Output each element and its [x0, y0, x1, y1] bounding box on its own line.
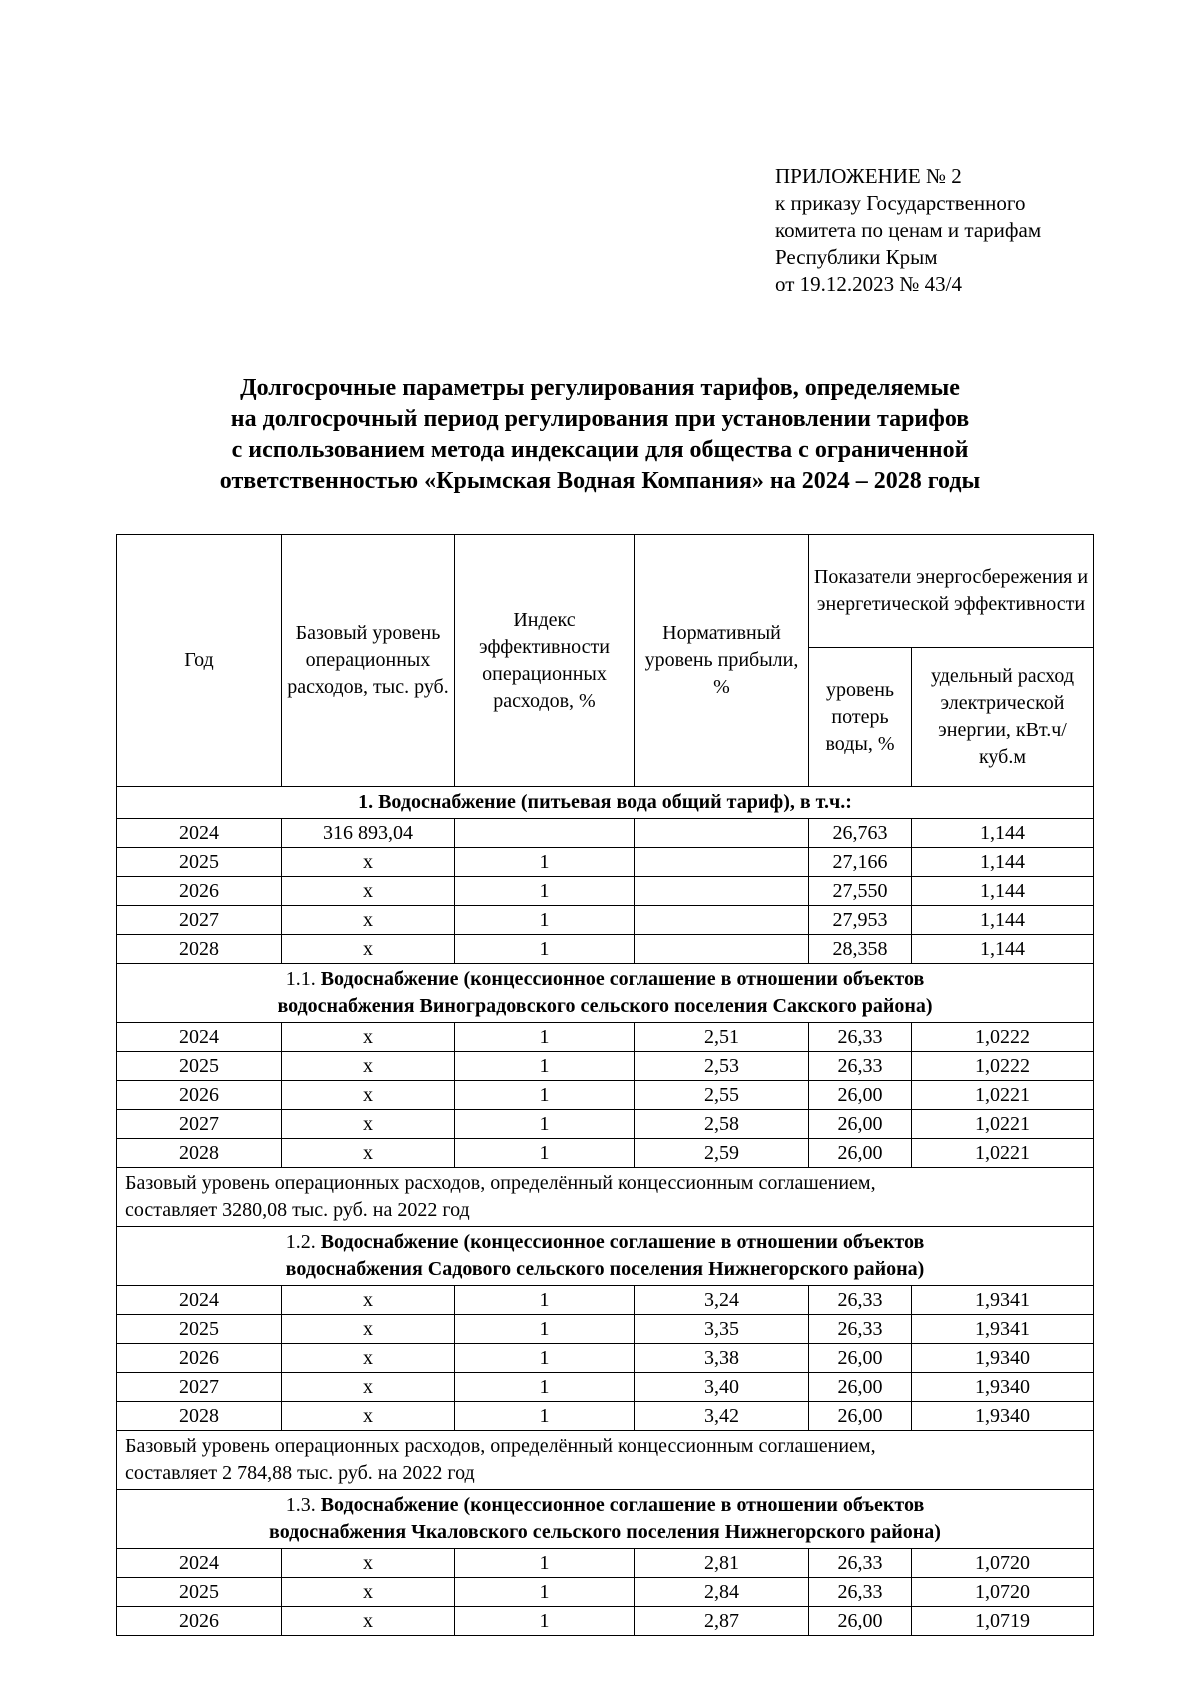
- cell-water-loss: 26,00: [809, 1373, 912, 1402]
- cell-efficiency-index: 1: [455, 1578, 635, 1607]
- cell-efficiency-index: [455, 819, 635, 848]
- cell-efficiency-index: 1: [455, 1286, 635, 1315]
- document-title: [100, 373, 1100, 497]
- cell-water-loss: 26,33: [809, 1052, 912, 1081]
- cell-base-level: х: [282, 1023, 455, 1052]
- tariff-parameters-table: [116, 534, 1094, 1636]
- note-row: [117, 1168, 1094, 1227]
- cell-water-loss: 27,166: [809, 848, 912, 877]
- cell-profit-level: [635, 935, 809, 964]
- section-title-line: водоснабжения Виноградовского сельского поселения Сакского района): [277, 995, 933, 1017]
- cell-electricity: 1,0221: [912, 1110, 1094, 1139]
- table-row: [117, 906, 1094, 935]
- section-title: [117, 1227, 1094, 1286]
- cell-efficiency-index: 1: [455, 1110, 635, 1139]
- appendix-number: ПРИЛОЖЕНИЕ № 2: [775, 164, 962, 188]
- cell-electricity: 1,9340: [912, 1373, 1094, 1402]
- table-row: [117, 1139, 1094, 1168]
- cell-year: 2024: [117, 1549, 282, 1578]
- cell-year: 2024: [117, 1023, 282, 1052]
- cell-base-level: х: [282, 877, 455, 906]
- appendix-block: [775, 163, 1041, 298]
- table-row: [117, 1081, 1094, 1110]
- cell-water-loss: 26,33: [809, 1549, 912, 1578]
- section-header-row: [117, 1490, 1094, 1549]
- header-base-level: Базовый уровень операционных расходов, тыс. руб.: [282, 535, 455, 787]
- cell-year: 2026: [117, 1344, 282, 1373]
- appendix-order-line: к приказу Государственного: [775, 191, 1026, 215]
- table-row: [117, 1110, 1094, 1139]
- header-year: Год: [117, 535, 282, 787]
- table-row: [117, 819, 1094, 848]
- cell-water-loss: 26,33: [809, 1286, 912, 1315]
- cell-base-level: х: [282, 1373, 455, 1402]
- note-cell: [117, 1168, 1094, 1227]
- section-number: 1.2.: [285, 1231, 321, 1253]
- cell-profit-level: 2,51: [635, 1023, 809, 1052]
- cell-base-level: х: [282, 1315, 455, 1344]
- cell-profit-level: 2,81: [635, 1549, 809, 1578]
- cell-profit-level: 3,42: [635, 1402, 809, 1431]
- table-row: [117, 1549, 1094, 1578]
- cell-base-level: х: [282, 1110, 455, 1139]
- note-line: составляет 2 784,88 тыс. руб. на 2022 год: [125, 1462, 475, 1484]
- cell-profit-level: 3,38: [635, 1344, 809, 1373]
- cell-profit-level: 2,58: [635, 1110, 809, 1139]
- cell-water-loss: 26,00: [809, 1139, 912, 1168]
- cell-year: 2026: [117, 1607, 282, 1636]
- cell-efficiency-index: 1: [455, 1402, 635, 1431]
- table-row: [117, 935, 1094, 964]
- cell-electricity: 1,144: [912, 906, 1094, 935]
- cell-water-loss: 26,00: [809, 1344, 912, 1373]
- cell-base-level: х: [282, 935, 455, 964]
- cell-water-loss: 27,953: [809, 906, 912, 935]
- cell-profit-level: 2,53: [635, 1052, 809, 1081]
- cell-efficiency-index: 1: [455, 1052, 635, 1081]
- note-line: Базовый уровень операционных расходов, определённый концессионным соглашением,: [125, 1435, 876, 1457]
- cell-base-level: х: [282, 848, 455, 877]
- cell-electricity: 1,9341: [912, 1315, 1094, 1344]
- section-number: 1.1.: [285, 968, 321, 990]
- cell-efficiency-index: 1: [455, 1607, 635, 1636]
- table-row: [117, 1373, 1094, 1402]
- cell-electricity: 1,0720: [912, 1578, 1094, 1607]
- cell-profit-level: 3,24: [635, 1286, 809, 1315]
- cell-electricity: 1,9340: [912, 1402, 1094, 1431]
- cell-electricity: 1,9341: [912, 1286, 1094, 1315]
- cell-water-loss: 28,358: [809, 935, 912, 964]
- cell-year: 2024: [117, 1286, 282, 1315]
- cell-electricity: 1,0719: [912, 1607, 1094, 1636]
- cell-year: 2027: [117, 906, 282, 935]
- cell-electricity: 1,144: [912, 848, 1094, 877]
- section-title: [117, 787, 1094, 819]
- cell-electricity: 1,9340: [912, 1344, 1094, 1373]
- cell-efficiency-index: 1: [455, 1081, 635, 1110]
- section-title-line: [121, 966, 1089, 993]
- note-row: [117, 1431, 1094, 1490]
- table-row: [117, 1052, 1094, 1081]
- table-row: [117, 1402, 1094, 1431]
- cell-water-loss: 26,763: [809, 819, 912, 848]
- cell-electricity: 1,144: [912, 877, 1094, 906]
- appendix-region-line: Республики Крым: [775, 245, 938, 269]
- note-cell: [117, 1431, 1094, 1490]
- title-line: ответственностью «Крымская Водная Компания» на 2024 – 2028 годы: [219, 468, 981, 494]
- title-line: Долгосрочные параметры регулирования тарифов, определяемые: [240, 375, 960, 401]
- cell-electricity: 1,144: [912, 819, 1094, 848]
- cell-efficiency-index: 1: [455, 1344, 635, 1373]
- cell-water-loss: 26,33: [809, 1315, 912, 1344]
- cell-efficiency-index: 1: [455, 1373, 635, 1402]
- section-header-row: [117, 787, 1094, 819]
- cell-base-level: х: [282, 1549, 455, 1578]
- cell-year: 2027: [117, 1373, 282, 1402]
- cell-year: 2026: [117, 1081, 282, 1110]
- cell-profit-level: [635, 848, 809, 877]
- cell-profit-level: [635, 877, 809, 906]
- cell-profit-level: 3,40: [635, 1373, 809, 1402]
- cell-profit-level: [635, 906, 809, 935]
- cell-year: 2025: [117, 1315, 282, 1344]
- cell-base-level: х: [282, 1052, 455, 1081]
- cell-water-loss: 26,00: [809, 1402, 912, 1431]
- section-title-line: водоснабжения Чкаловского сельского поселения Нижнегорского района): [269, 1521, 941, 1543]
- cell-year: 2024: [117, 819, 282, 848]
- cell-water-loss: 26,00: [809, 1607, 912, 1636]
- cell-profit-level: 3,35: [635, 1315, 809, 1344]
- cell-efficiency-index: 1: [455, 935, 635, 964]
- section-title-text: Водоснабжение (концессионное соглашение в отношении объектов: [320, 1494, 925, 1516]
- cell-electricity: 1,144: [912, 935, 1094, 964]
- cell-efficiency-index: 1: [455, 906, 635, 935]
- section-title-text: Водоснабжение (концессионное соглашение в отношении объектов: [320, 1231, 925, 1253]
- cell-efficiency-index: 1: [455, 1139, 635, 1168]
- title-line: на долгосрочный период регулирования при установлении тарифов: [230, 406, 970, 432]
- header-water-loss: уровень потерь воды, %: [809, 648, 912, 787]
- table-row: [117, 877, 1094, 906]
- table-row: [117, 1344, 1094, 1373]
- section-title-line: [121, 789, 1089, 816]
- header-electricity: удельный расход электрической энергии, кВт.ч/куб.м: [912, 648, 1094, 787]
- header-profit-level: Нормативный уровень прибыли, %: [635, 535, 809, 787]
- header-efficiency-index: Индекс эффективности операционных расходов, %: [455, 535, 635, 787]
- cell-efficiency-index: 1: [455, 877, 635, 906]
- section-title-line: [121, 1229, 1089, 1256]
- cell-efficiency-index: 1: [455, 1315, 635, 1344]
- cell-year: 2028: [117, 935, 282, 964]
- cell-electricity: 1,0720: [912, 1549, 1094, 1578]
- title-line: с использованием метода индексации для общества с ограниченной: [231, 437, 969, 463]
- cell-base-level: 316 893,04: [282, 819, 455, 848]
- cell-water-loss: 26,33: [809, 1023, 912, 1052]
- table-row: [117, 848, 1094, 877]
- note-line: Базовый уровень операционных расходов, определённый концессионным соглашением,: [125, 1172, 876, 1194]
- section-title-text: 1. Водоснабжение (питьевая вода общий тариф), в т.ч.:: [358, 791, 852, 813]
- cell-electricity: 1,0222: [912, 1052, 1094, 1081]
- section-title-text: Водоснабжение (концессионное соглашение в отношении объектов: [320, 968, 925, 990]
- cell-water-loss: 26,00: [809, 1081, 912, 1110]
- cell-year: 2025: [117, 1052, 282, 1081]
- note-line: составляет 3280,08 тыс. руб. на 2022 год: [125, 1199, 470, 1221]
- section-header-row: [117, 1227, 1094, 1286]
- table-row: [117, 1023, 1094, 1052]
- cell-year: 2026: [117, 877, 282, 906]
- cell-year: 2025: [117, 1578, 282, 1607]
- cell-profit-level: 2,59: [635, 1139, 809, 1168]
- cell-base-level: х: [282, 1139, 455, 1168]
- cell-electricity: 1,0222: [912, 1023, 1094, 1052]
- cell-base-level: х: [282, 906, 455, 935]
- table-body: [117, 787, 1094, 1636]
- cell-profit-level: [635, 819, 809, 848]
- cell-year: 2028: [117, 1402, 282, 1431]
- table-row: [117, 1578, 1094, 1607]
- header-energy-group: Показатели энергосбережения и энергетической эффективности: [809, 535, 1094, 648]
- section-header-row: [117, 964, 1094, 1023]
- cell-profit-level: 2,55: [635, 1081, 809, 1110]
- table-row: [117, 1286, 1094, 1315]
- cell-year: 2025: [117, 848, 282, 877]
- cell-base-level: х: [282, 1081, 455, 1110]
- cell-base-level: х: [282, 1402, 455, 1431]
- cell-profit-level: 2,87: [635, 1607, 809, 1636]
- section-title-line: [121, 1492, 1089, 1519]
- cell-year: 2028: [117, 1139, 282, 1168]
- cell-efficiency-index: 1: [455, 1023, 635, 1052]
- cell-water-loss: 26,33: [809, 1578, 912, 1607]
- section-title-line: водоснабжения Садового сельского поселения Нижнегорского района): [285, 1258, 925, 1280]
- cell-year: 2027: [117, 1110, 282, 1139]
- table-row: [117, 1607, 1094, 1636]
- cell-efficiency-index: 1: [455, 1549, 635, 1578]
- cell-base-level: х: [282, 1578, 455, 1607]
- cell-electricity: 1,0221: [912, 1139, 1094, 1168]
- cell-water-loss: 27,550: [809, 877, 912, 906]
- section-title: [117, 1490, 1094, 1549]
- cell-profit-level: 2,84: [635, 1578, 809, 1607]
- cell-base-level: х: [282, 1607, 455, 1636]
- appendix-date-line: от 19.12.2023 № 43/4: [775, 272, 963, 296]
- section-number: 1.3.: [285, 1494, 321, 1516]
- cell-electricity: 1,0221: [912, 1081, 1094, 1110]
- cell-water-loss: 26,00: [809, 1110, 912, 1139]
- cell-efficiency-index: 1: [455, 848, 635, 877]
- table-row: [117, 1315, 1094, 1344]
- cell-base-level: х: [282, 1286, 455, 1315]
- cell-base-level: х: [282, 1344, 455, 1373]
- appendix-committee-line: комитета по ценам и тарифам: [775, 218, 1042, 242]
- section-title: [117, 964, 1094, 1023]
